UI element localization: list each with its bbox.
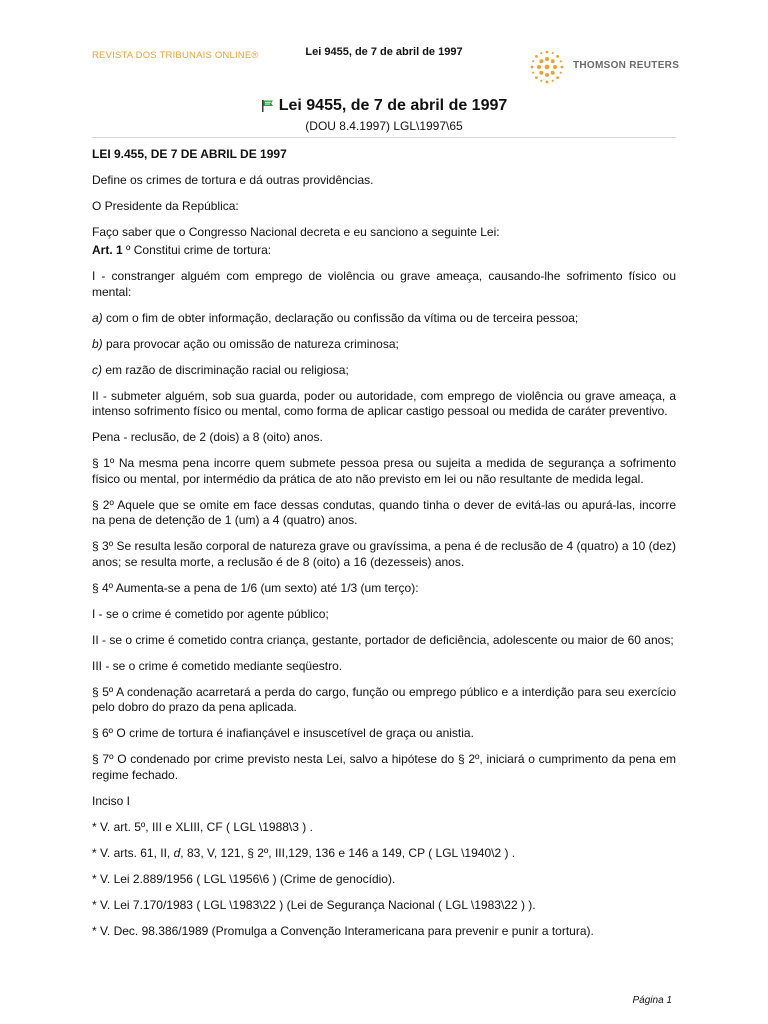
note-2 [92, 846, 676, 862]
enactment-line: Faço saber que o Congresso Nacional decreta e eu sanciono a seguinte Lei: [92, 225, 500, 239]
paragrafo-2: § 2º Aquele que se omite em face dessas condutas, quando tinha o dever de evitá-las ou apurá-las, incorre na pena de detenção de 1 (um) a 4 (quatro) anos. [92, 497, 676, 527]
document-title-text: Lei 9455, de 7 de abril de 1997 [278, 97, 508, 114]
note-1: * V. art. 5º, III e XLIII, CF ( LGL \1988\3 ) . [92, 819, 313, 834]
alinea-b [92, 337, 676, 353]
ementa: Define os crimes de tortura e dá outras providências. [92, 173, 374, 187]
thomson-reuters-name: THOMSON REUTERS [573, 60, 680, 71]
brand-revista-dos-tribunais: REVISTA DOS TRIBUNAIS ONLINE® [92, 50, 259, 61]
paragrafo-5: § 5º A condenação acarretará a perda do cargo, função ou emprego público e a interdição para seu exercício pelo dobro do prazo da pena aplicada. [92, 684, 676, 714]
paragrafo-1: § 1º Na mesma pena incorre quem submete pessoa presa ou sujeita a medida de segurança a sofrimento físico ou mental, por intermédio da prática de ato não previsto em lei ou não resultante de medida legal. [92, 456, 676, 486]
alinea-c-label: c) [92, 362, 102, 377]
document-title [261, 97, 508, 115]
presidente-line: O Presidente da República: [92, 199, 239, 213]
alinea-b-text: para provocar ação ou omissão de natureza criminosa; [102, 336, 399, 351]
paragrafo-4-inciso-1: I - se o crime é cometido por agente público; [92, 606, 329, 621]
note-2-letter: d [173, 845, 181, 860]
paragrafo-3: § 3º Se resulta lesão corporal de natureza grave ou gravíssima, a pena é de reclusão de 4 (quatro) a 10 (dez) anos; se resulta morte, a reclusão é de 8 (oito) a 16 (dezesseis) anos. [92, 539, 676, 569]
alinea-a [92, 311, 676, 327]
law-heading: LEI 9.455, DE 7 DE ABRIL DE 1997 [92, 147, 287, 161]
alinea-c [92, 363, 676, 379]
article-1 [92, 243, 676, 259]
article-1-text: º Constitui crime de tortura: [122, 243, 272, 257]
alinea-b-label: b) [92, 336, 103, 351]
paragrafo-4-inciso-2: II - se o crime é cometido contra criança, gestante, portador de deficiência, adolescente ou maior de 60 anos; [92, 632, 674, 647]
alinea-a-label: a) [92, 310, 103, 325]
document-subtitle: (DOU 8.4.1997) LGL\1997\65 [305, 119, 463, 133]
running-header-title: Lei 9455, de 7 de abril de 1997 [305, 46, 463, 58]
document-title-block [0, 97, 768, 133]
paragrafo-7: § 7º O condenado por crime previsto nesta Lei, salvo a hipótese do § 2º, iniciará o cumprimento da pena em regime fechado. [92, 752, 676, 782]
pena: Pena - reclusão, de 2 (dois) a 8 (oito) anos. [92, 430, 323, 444]
header-divider [92, 137, 676, 138]
alinea-c-text: em razão de discriminação racial ou religiosa; [102, 362, 349, 377]
note-2-part-2: , 83, V, 121, § 2º, III,129, 136 e 146 a 149, CP ( LGL \1940\2 ) . [180, 845, 516, 860]
inciso-1: I - constranger alguém com emprego de violência ou grave ameaça, causando-lhe sofrimento físico ou mental: [92, 269, 676, 299]
paragrafo-6: § 6º O crime de tortura é inafiançável e insuscetível de graça ou anistia. [92, 726, 474, 740]
law-body [92, 143, 676, 950]
paragrafo-4: § 4º Aumenta-se a pena de 1/6 (um sexto) até 1/3 (um terço): [92, 580, 419, 595]
paragrafo-4-inciso-3: III - se o crime é cometido mediante seqüestro. [92, 658, 343, 673]
inciso-i-note-heading: Inciso I [92, 793, 131, 808]
article-1-label: Art. 1 [92, 243, 123, 257]
note-5: * V. Dec. 98.386/1989 (Promulga a Convenção Interamericana para prevenir e punir a tortura). [92, 923, 594, 938]
thomson-reuters-brand [529, 49, 689, 85]
page-number: Página 1 [632, 995, 672, 1006]
thomson-reuters-dots-logo-icon [529, 49, 565, 85]
inciso-2: II - submeter alguém, sob sua guarda, poder ou autoridade, com emprego de violência ou grave ameaça, a intenso sofrimento físico ou mental, como forma de aplicar castigo pessoal ou medida de caráter preventivo. [92, 388, 676, 418]
flag-icon [261, 99, 275, 113]
note-2-part-1: * V. arts. 61, II, [92, 845, 174, 860]
note-4: * V. Lei 7.170/1983 ( LGL \1983\22 ) (Lei de Segurança Nacional ( LGL \1983\22 ) ). [92, 897, 536, 912]
alinea-a-text: com o fim de obter informação, declaração ou confissão da vítima ou de terceira pessoa; [102, 310, 579, 325]
note-3: * V. Lei 2.889/1956 ( LGL \1956\6 ) (Crime de genocídio). [92, 871, 396, 886]
